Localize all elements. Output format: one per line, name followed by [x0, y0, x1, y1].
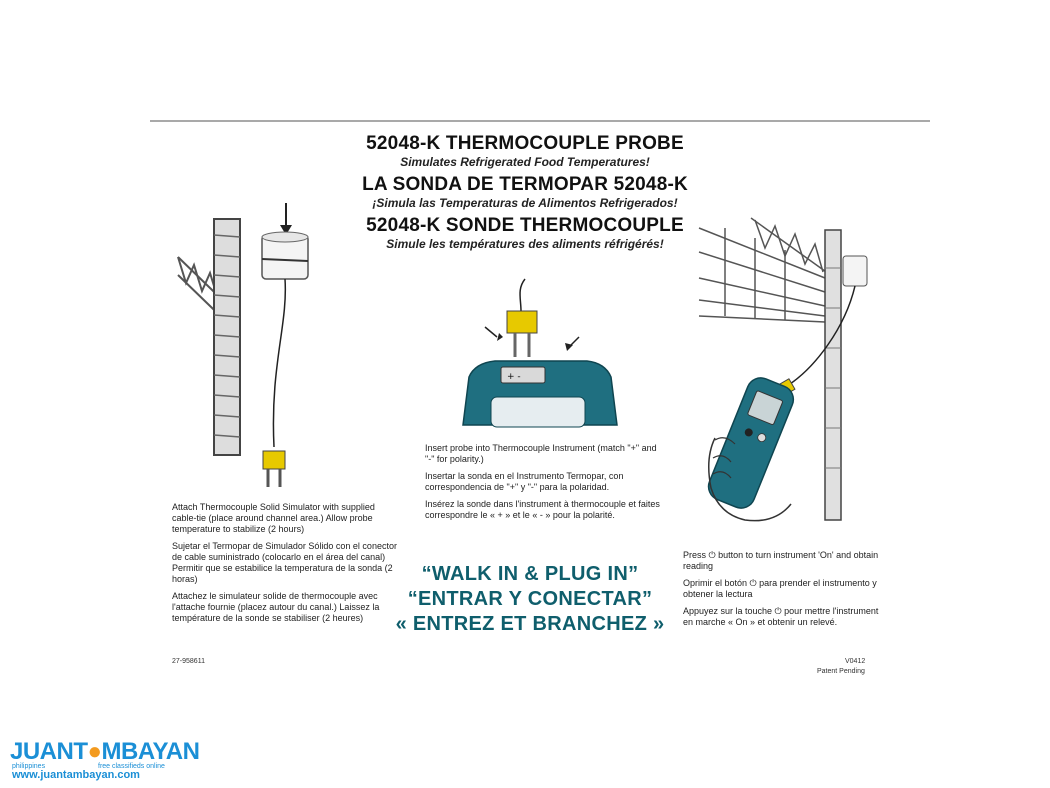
title-spanish: LA SONDA DE TERMOPAR 52048-K — [362, 174, 688, 195]
right-instruction-en: Press ⏻ button to turn instrument 'On' and obtain reading — [683, 550, 879, 571]
left-instruction-en: Attach Thermocouple Solid Simulator with supplied cable-tie (place around channel area.) Allow probe temperature to stabilize (2 hours) — [172, 502, 375, 534]
logo-name-part-b: MBAYAN — [101, 738, 200, 765]
version-code: V0412 — [845, 658, 866, 665]
logo-name-part-a: JUANT — [10, 738, 88, 765]
slogan-french: « ENTREZ ET BRANCHEZ » — [395, 613, 665, 635]
center-instructions — [425, 443, 660, 527]
handheld-reading-illustration — [695, 208, 875, 533]
left-instruction-fr: Attachez le simulateur solide de thermocouple avec l'attache fournie (placez autour du canal.) Laissez la température de la sonde se stabiliser (2 heures) — [172, 591, 380, 623]
center-instruction-fr: Insérez la sonde dans l'instrument à thermocouple et faites correspondre le « + » et le « - » pour la polarité. — [425, 499, 660, 520]
subtitle-spanish: ¡Simula las Temperaturas de Alimentos Refrigerados! — [372, 196, 678, 210]
top-rule — [150, 120, 930, 122]
patent-note: Patent Pending — [817, 668, 865, 675]
probe-insert-illustration — [455, 275, 625, 435]
center-instruction-en: Insert probe into Thermocouple Instrument (match "+" and "-" for polarity.) — [425, 443, 657, 464]
left-instruction-es: Sujetar el Termopar de Simulador Sólido con el conector de cable suministrado (colocarlo en el área del canal) Permitir que se estabilice la temperatura de la sonda (2 horas) — [172, 541, 397, 584]
slogan-english: “WALK IN & PLUG IN” — [421, 563, 639, 585]
right-instructions — [683, 550, 883, 634]
title-block — [340, 133, 710, 256]
title-french: 52048-K SONDE THERMOCOUPLE — [366, 215, 684, 236]
logo-tag-right: free classifieds online — [98, 763, 165, 770]
right-instruction-fr: Appuyez sur la touche ⏻ pour mettre l'instrument en marche « On » et obtenir un relevé. — [683, 606, 879, 627]
subtitle-english: Simulates Refrigerated Food Temperatures! — [400, 155, 650, 169]
logo-wordmark — [10, 738, 199, 766]
slogan-spanish: “ENTRAR Y CONECTAR” — [407, 588, 653, 610]
logo-tag-left: philippines — [12, 763, 46, 770]
slogan-block — [395, 562, 665, 637]
document-code: 27-958611 — [172, 658, 205, 665]
left-instructions — [172, 502, 397, 630]
shelf-simulator-illustration — [170, 195, 320, 495]
logo-o-icon: ● — [87, 738, 102, 765]
juantambayan-logo — [10, 738, 210, 782]
title-english: 52048-K THERMOCOUPLE PROBE — [366, 133, 684, 154]
logo-url: www.juantambayan.com — [12, 769, 140, 781]
svg-text:+ -: + - — [507, 372, 521, 382]
center-instruction-es: Insertar la sonda en el Instrumento Termopar, con correspondencia de "+" y "-" para la polaridad. — [425, 471, 624, 492]
subtitle-french: Simule les températures des aliments réfrigérés! — [386, 237, 664, 251]
right-instruction-es: Oprimir el botón ⏻ para prender el instrumento y obtener la lectura — [683, 578, 877, 599]
